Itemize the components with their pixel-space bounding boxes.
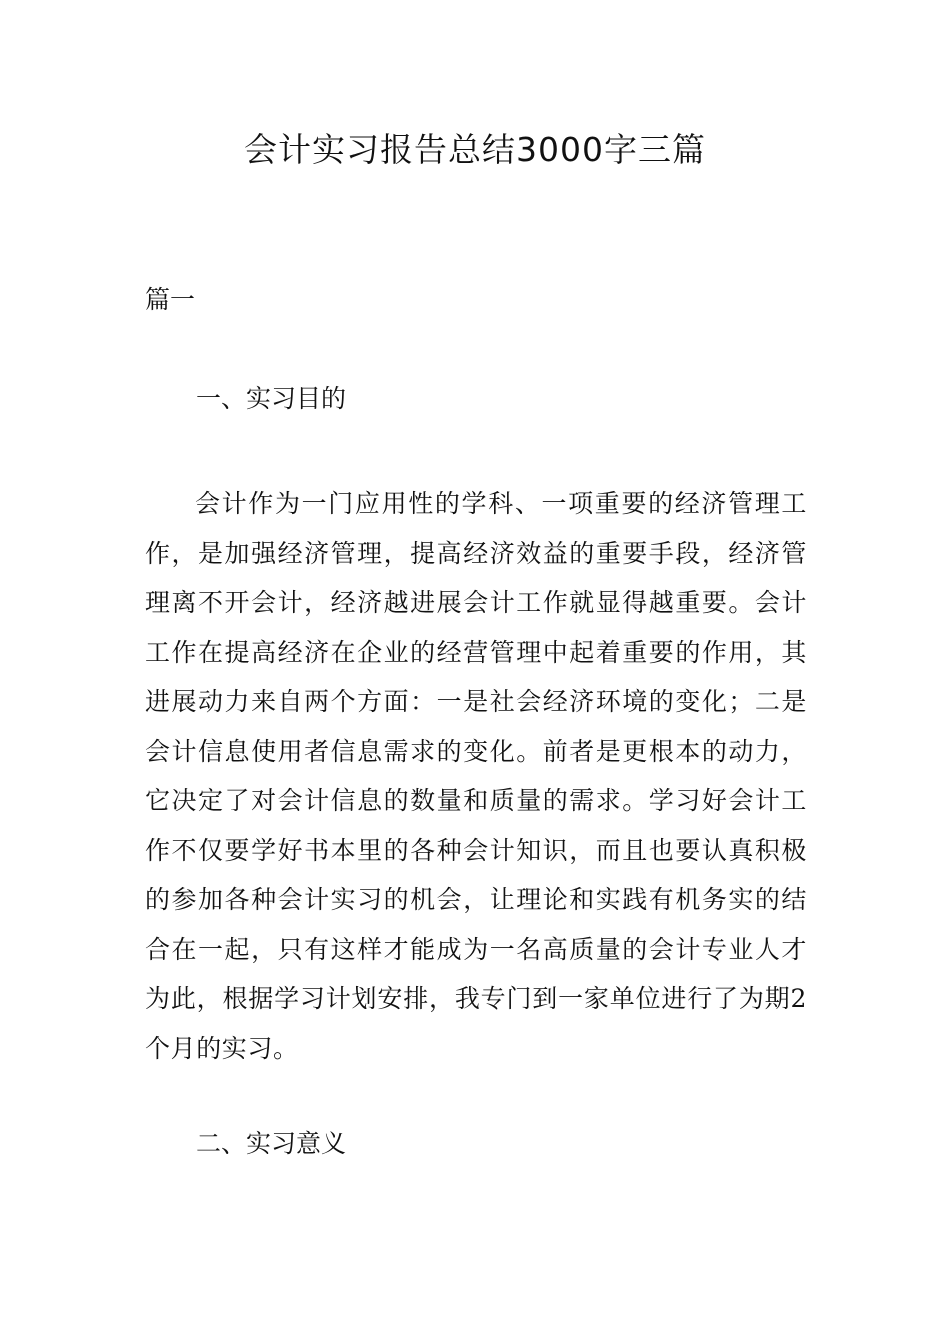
section-label: 篇一 (145, 285, 196, 314)
heading-significance: 二、实习意义 (196, 1129, 347, 1158)
heading-purpose: 一、实习目的 (196, 384, 347, 413)
document-title: 会计实习报告总结3000字三篇 (244, 130, 706, 169)
paragraph-purpose: 会计作为一门应用性的学科、一项重要的经济管理工作，是加强经济管理，提高经济效益的重要手段，经济管理离不开会计，经济越进展会计工作就显得越重要。会计工作在提高经济在企业的经营管理中起着重要的作用，其进展动力来自两个方面：一是社会经济环境的变化；二是会计信息使用者信息需求的变化。前者是更根本的动力，它决定了对会计信息的数量和质量的需求。学习好会计工作不仅要学好书本里的各种会计知识，而且也要认真积极的参加各种会计实习的机会，让理论和实践有机务实的结合在一起，只有这样才能成为一名高质量的会计专业人才为此，根据学习计划安排，我专门到一家单位进行了为期2个月的实习。 (145, 489, 807, 1063)
